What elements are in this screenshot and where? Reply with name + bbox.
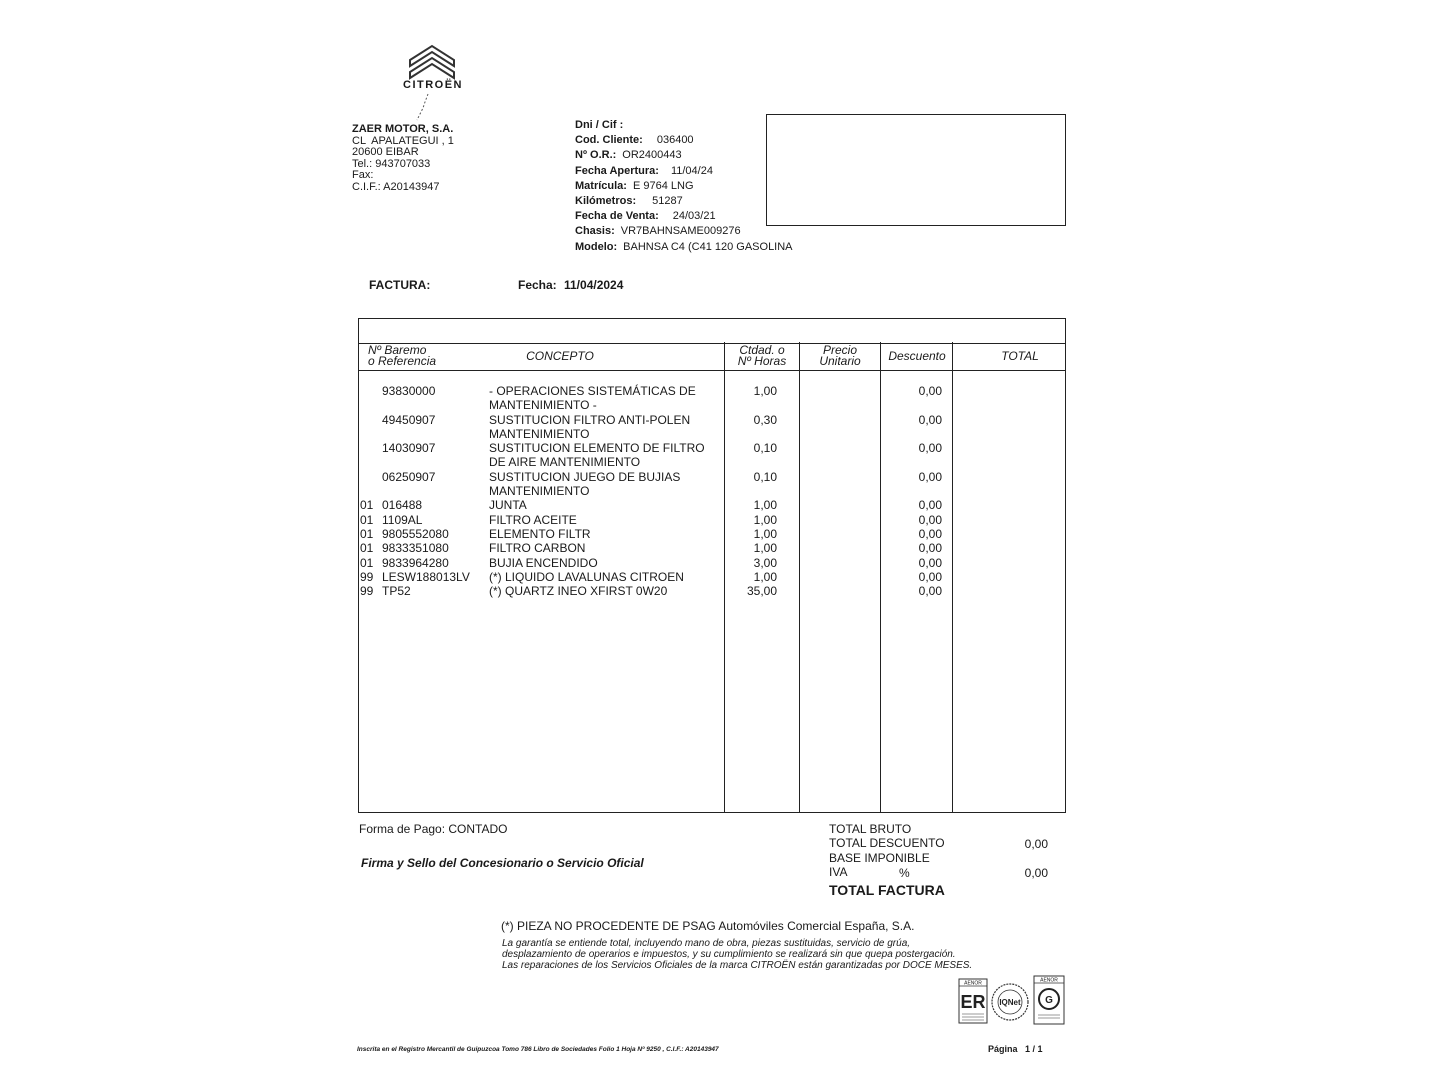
row-quantity: 0,10 [753,469,777,484]
address-window-box [766,114,1066,226]
concepto-line: MANTENIMIENTO [489,484,590,499]
table-row [360,527,1064,541]
field-value: OR2400443 [622,149,682,162]
row-reference: 93830000 [382,384,436,398]
row-prefix: 01 [360,526,374,541]
row-quantity: 1,00 [753,498,777,513]
concepto-line: SUSTITUCION ELEMENTO DE FILTRO [489,441,705,456]
iqnet-label: IQNet [999,998,1021,1007]
client-field [575,133,793,148]
row-quantity: 0,30 [753,412,777,427]
row-quantity: 0,10 [753,441,777,456]
concepto-line: ELEMENTO FILTR [489,526,591,541]
field-label: Chasis: [575,225,615,238]
company-info [352,124,454,193]
field-value: 036400 [656,134,694,147]
concepto-line: DE AIRE MANTENIMIENTO [489,455,641,470]
row-reference: 016488 [382,498,423,513]
table-row [360,470,1064,499]
header-cantidad-line: Nº Horas [737,354,787,368]
header-cantidad [726,345,798,367]
pieza-note: (*) PIEZA NO PROCEDENTE DE PSAG Automóviles Comercial España, S.A. [501,919,915,933]
table-body [360,384,1064,598]
row-concepto [489,441,719,470]
table-row [360,570,1064,584]
row-quantity: 3,00 [753,555,777,570]
row-quantity: 1,00 [753,384,777,398]
company-line: Fax: [352,169,374,181]
base-imponible-label: BASE IMPONIBLE [829,850,930,865]
row-reference: LESW188013LV [382,569,470,584]
row-reference: 9805552080 [382,526,449,541]
row-concepto [489,556,719,570]
table-row [360,441,1064,470]
row-reference: 14030907 [382,441,436,456]
row-discount: 0,00 [918,584,942,599]
concepto-line: MANTENIMIENTO [489,426,590,441]
aenor-ga-seal [1033,975,1065,1025]
fecha-value: 11/04/2024 [564,278,624,292]
header-ref [368,345,436,367]
company-line: C.I.F.: A20143947 [352,180,440,193]
row-concepto [489,584,719,598]
client-field [575,164,793,179]
field-label: Nº O.R.: [575,149,617,162]
field-value: VR7BAHNSAME009276 [620,225,741,238]
row-quantity: 1,00 [753,541,777,556]
field-label: Matrícula: [575,179,627,192]
table-row [360,413,1064,442]
client-field [575,224,793,239]
factura-label: FACTURA: [369,278,431,292]
svg-text:ER: ER [960,992,986,1012]
row-prefix: 01 [360,498,374,513]
header-ref-line: Nº Baremo [368,343,427,357]
double-chevron-icon [396,40,468,80]
company-line: 20600 EIBAR [352,146,419,158]
row-concepto [489,413,719,442]
concepto-line: FILTRO CARBON [489,541,586,556]
table-row [360,384,1064,413]
field-value: 11/04/24 [670,164,713,177]
row-reference: 9833964280 [382,555,449,570]
field-value: 51287 [652,195,683,208]
row-discount: 0,00 [918,412,942,427]
row-discount: 0,00 [918,384,942,398]
row-reference: 06250907 [382,469,436,484]
header-precio-line: Precio [822,343,857,357]
garantia-line: La garantía se entiende total, incluyendo mano de obra, piezas sustituidas, servicio de grúa, [502,938,911,949]
total-bruto-label: TOTAL BRUTO [829,822,912,836]
row-concepto [489,527,719,541]
row-discount: 0,00 [918,569,942,584]
client-field [575,194,793,209]
header-total: TOTAL [1001,349,1039,363]
svg-text:G: G [1045,995,1053,1006]
row-discount: 0,00 [918,498,942,513]
row-reference: TP52 [382,584,411,599]
row-discount: 0,00 [918,469,942,484]
field-label: Fecha Apertura: [575,164,659,177]
row-concepto [489,384,719,413]
row-quantity: 1,00 [753,526,777,541]
row-concepto [489,570,719,584]
scribble-mark [412,92,432,122]
concepto-line: MANTENIMIENTO - [489,398,597,413]
row-prefix: 99 [360,569,374,584]
garantia-line: Las reparaciones de los Servicios Oficiales de la marca CITROËN están garantizadas por DOCE MESES. [502,960,973,971]
field-label: Fecha de Venta: [575,210,659,223]
fecha-label: Fecha: [518,278,557,292]
brand-name: CITROËN [403,79,463,91]
row-prefix: 01 [360,512,374,527]
client-field [575,209,793,224]
row-concepto [489,470,719,499]
table-row [360,584,1064,598]
iva-value: 0,00 [1024,866,1048,880]
concepto-line: JUNTA [489,498,527,513]
field-label: Modelo: [575,240,618,253]
field-value: 24/03/21 [672,210,716,223]
table-row [360,541,1064,555]
row-prefix: 99 [360,584,374,599]
concepto-line: - OPERACIONES SISTEMÁTICAS DE [489,384,696,398]
payment-value: CONTADO [448,822,508,836]
total-descuento-value: 0,00 [1024,837,1048,851]
iva-percent: % [899,866,910,880]
concepto-line: (*) QUARTZ INEO XFIRST 0W20 [489,584,668,599]
row-discount: 0,00 [918,512,942,527]
total-factura-label: TOTAL FACTURA [829,881,945,898]
client-field [575,148,793,163]
row-reference: 49450907 [382,412,436,427]
garantia-line: desplazamiento de operarios e impuestos, y su cumplimiento se realizará sin que quepa postergación. [502,949,956,960]
field-label: Dni / Cif : [575,119,624,131]
header-concepto: CONCEPTO [526,349,594,363]
table-row [360,498,1064,512]
field-label: Kilómetros: [575,195,637,208]
concepto-line: SUSTITUCION FILTRO ANTI-POLEN [489,412,691,427]
client-field [575,240,793,255]
header-precio [801,345,879,367]
payment-method [359,822,508,836]
registry-footer: Inscrita en el Registro Mercantil de Guipuzcoa Tomo 786 Libro de Sociedades Folio 1 Hoja Nº 9250 , C.I.F.: A20143947 [357,1046,719,1053]
client-field [575,118,793,133]
field-value: BAHNSA C4 (C41 120 GASOLINA [623,240,793,253]
row-quantity: 35,00 [746,584,777,599]
field-label: Cod. Cliente: [575,134,643,147]
row-prefix: 01 [360,555,374,570]
header-precio-line: Unitario [819,354,861,368]
signature-label: Firma y Sello del Concesionario o Servicio Oficial [361,856,644,870]
company-name: ZAER MOTOR, S.A. [352,123,454,135]
page-value: 1 / 1 [1025,1044,1043,1054]
row-reference: 1109AL [382,512,423,527]
table-row [360,513,1064,527]
total-descuento-label: TOTAL DESCUENTO [829,836,945,851]
row-concepto [489,498,719,512]
row-prefix: 01 [360,541,374,556]
row-discount: 0,00 [918,441,942,456]
iva-label: IVA [829,865,848,880]
row-quantity: 1,00 [753,569,777,584]
client-info [575,118,793,255]
aenor-er-seal [958,978,988,1024]
table-row [360,556,1064,570]
page-indicator [988,1044,1043,1054]
field-value: E 9764 LNG [632,179,694,192]
concepto-line: (*) LIQUIDO LAVALUNAS CITROEN [489,569,684,584]
company-line: CL APALATEGUI , 1 [352,134,454,147]
row-discount: 0,00 [918,526,942,541]
page-label: Página [988,1044,1018,1054]
concepto-line: BUJIA ENCENDIDO [489,555,598,570]
concepto-line: SUSTITUCION JUEGO DE BUJIAS [489,469,681,484]
client-field [575,179,793,194]
row-concepto [489,513,719,527]
row-discount: 0,00 [918,555,942,570]
aenor-label: AENOR [1040,977,1058,984]
row-discount: 0,00 [918,541,942,556]
garantia-note [502,938,972,971]
row-reference: 9833351080 [382,541,449,556]
concepto-line: FILTRO ACEITE [489,512,577,527]
header-cantidad-line: Ctdad. o [739,343,785,357]
row-concepto [489,541,719,555]
header-divider [358,370,1066,371]
aenor-label: AENOR [964,980,982,987]
payment-label: Forma de Pago: [359,822,446,836]
totals-block [829,822,945,897]
row-quantity: 1,00 [753,512,777,527]
header-ref-line: o Referencia [368,354,437,368]
header-descuento: Descuento [888,349,946,363]
iqnet-seal [990,982,1030,1022]
company-line: Tel.: 943707033 [352,157,431,170]
